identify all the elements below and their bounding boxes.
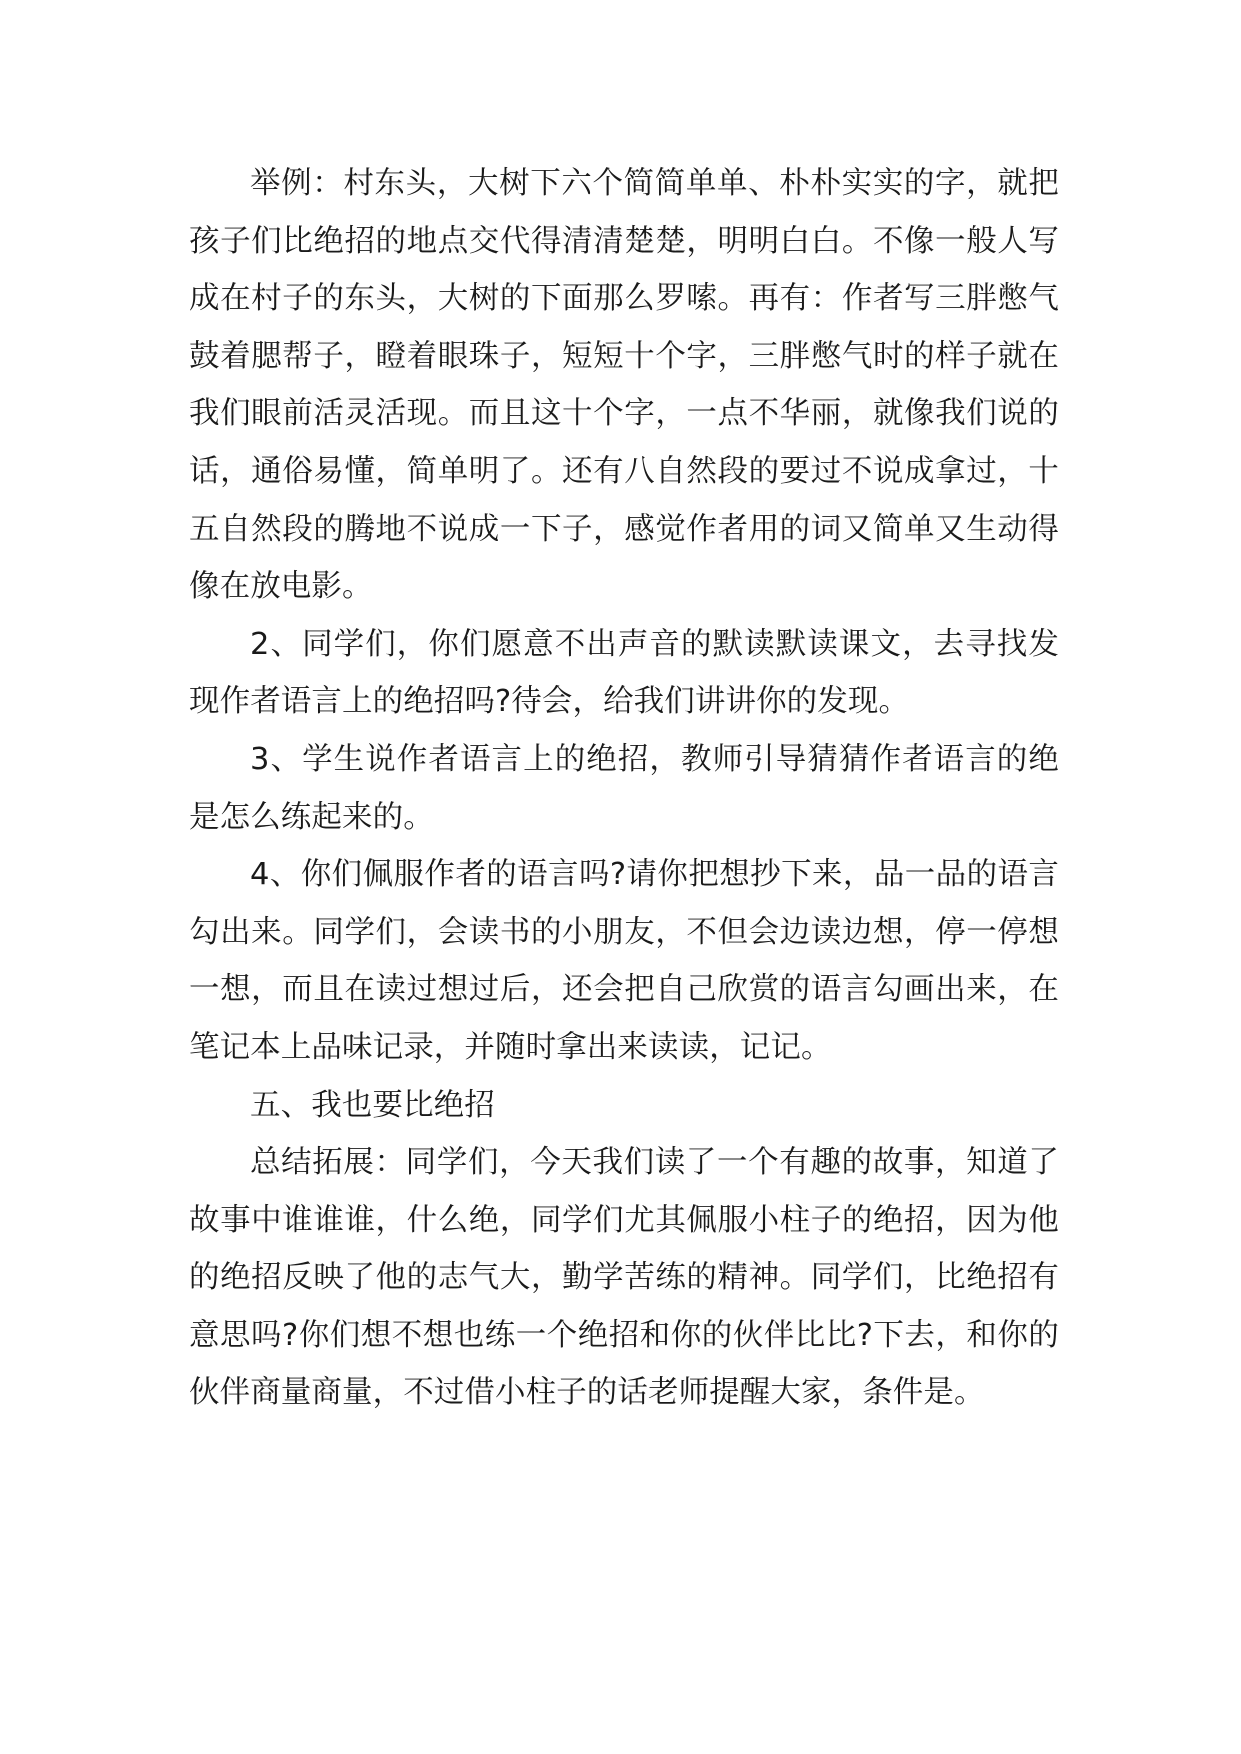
paragraph-step-3: 3、学生说作者语言上的绝招，教师引导猜猜作者语言的绝是怎么练起来的。 bbox=[189, 741, 1059, 835]
paragraph-step-2: 2、同学们，你们愿意不出声音的默读默读课文，去寻找发现作者语言上的绝招吗?待会，给我们讲讲你的发现。 bbox=[189, 626, 1059, 720]
document-body bbox=[189, 155, 1059, 1422]
paragraph-example: 举例：村东头，大树下六个简简单单、朴朴实实的字，就把孩子们比绝招的地点交代得清清楚楚，明明白白。不像一般人写成在村子的东头，大树的下面那么罗嗦。再有：作者写三胖憋气鼓着腮帮子，瞪着眼珠子，短短十个字，三胖憋气时的样子就在我们眼前活灵活现。而且这十个字，一点不华丽，就像我们说的话，通俗易懂，简单明了。还有八自然段的要过不说成拿过，十五自然段的腾地不说成一下子，感觉作者用的词又简单又生动得像在放电影。 bbox=[189, 166, 1059, 605]
paragraph-step-4: 4、你们佩服作者的语言吗?请你把想抄下来，品一品的语言勾出来。同学们，会读书的小朋友，不但会边读边想，停一停想一想，而且在读过想过后，还会把自己欣赏的语言勾画出来，在笔记本上品味记录，并随时拿出来读读，记记。 bbox=[189, 857, 1059, 1065]
section-heading: 五、我也要比绝招 bbox=[250, 1087, 495, 1123]
paragraph-summary: 总结拓展：同学们，今天我们读了一个有趣的故事，知道了故事中谁谁谁，什么绝，同学们尤其佩服小柱子的绝招，因为他的绝招反映了他的志气大，勤学苦练的精神。同学们，比绝招有意思吗?你们想不想也练一个绝招和你的伙伴比比?下去，和你的伙伴商量商量，不过借小柱子的话老师提醒大家，条件是。 bbox=[189, 1145, 1059, 1411]
